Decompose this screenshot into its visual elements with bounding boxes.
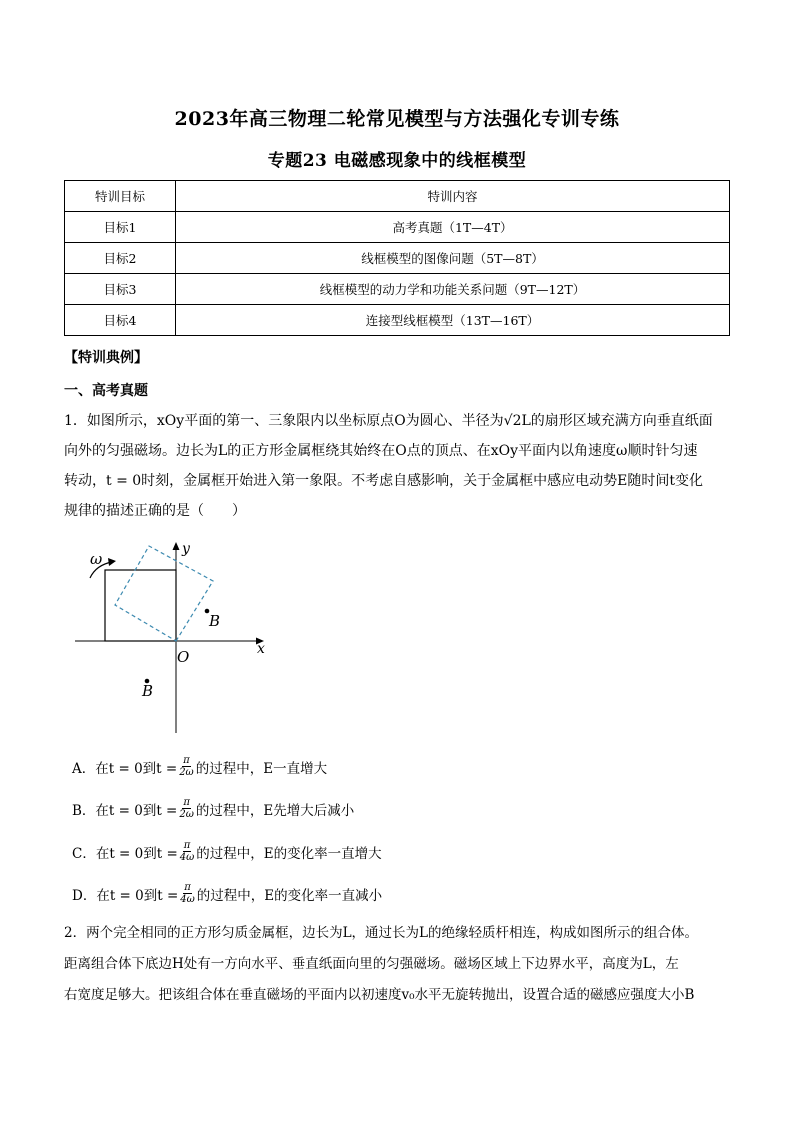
x-axis-label: x — [257, 641, 265, 657]
option-a[interactable] — [72, 755, 327, 778]
table-cell-goal: 目标1 — [65, 212, 176, 243]
table-row — [65, 212, 730, 243]
topic-subtitle: 专题23 电磁感现象中的线框模型 — [267, 151, 527, 171]
option-d-fraction — [180, 882, 195, 905]
table-cell-goal: 目标3 — [65, 274, 176, 305]
rotation-arrowhead-icon — [108, 558, 116, 566]
q1-figure — [70, 538, 280, 738]
y-axis-arrow-icon — [173, 542, 180, 550]
q1-line-1: 1．如图所示，xOy平面的第一、三象限内以坐标原点O为圆心、半径为√2L的扇形区域充满方向垂直纸面 — [64, 413, 713, 429]
fraction-num: π — [183, 755, 190, 766]
origin-label: O — [177, 648, 190, 666]
option-b-suffix: 的过程中，E先增大后减小 — [195, 802, 355, 819]
rotated-frame-dashed — [115, 546, 213, 641]
document-title: 2023年高三物理二轮常见模型与方法强化专训专练 — [174, 108, 620, 130]
option-b-prefix: B．在t = 0到t = — [72, 802, 178, 819]
option-d[interactable] — [72, 882, 382, 905]
option-c-fraction — [180, 840, 195, 863]
table-cell-goal: 目标4 — [65, 305, 176, 336]
table-row — [65, 305, 730, 336]
table-cell-goal: 目标2 — [65, 243, 176, 274]
option-c-prefix: C．在t = 0到t = — [72, 845, 178, 862]
field-label-b1: B — [209, 612, 221, 630]
q2-line-3: 右宽度足够大。把该组合体在垂直磁场的平面内以初速度v₀水平无旋转抛出，设置合适的磁感应强度大小B — [64, 987, 695, 1003]
table-row — [65, 243, 730, 274]
option-c[interactable] — [72, 840, 382, 863]
table-header-row — [65, 181, 730, 212]
q1-line-4: 规律的描述正确的是（ ） — [64, 503, 246, 519]
option-a-prefix: A．在t = 0到t = — [72, 760, 178, 777]
option-a-fraction — [179, 755, 194, 778]
example-heading: 【特训典例】 — [64, 350, 148, 366]
table-cell-content: 线框模型的动力学和功能关系问题（9T—12T） — [176, 274, 730, 305]
y-axis-label: y — [182, 541, 190, 557]
q2-text — [64, 918, 744, 1011]
fraction-num: π — [183, 840, 191, 851]
table-header-goal: 特训目标 — [65, 181, 176, 212]
option-a-suffix: 的过程中，E一直增大 — [195, 760, 328, 777]
q1-text — [64, 406, 744, 526]
fraction-num: π — [184, 882, 191, 893]
fraction-den: 4ω — [179, 852, 195, 863]
option-b[interactable] — [72, 797, 354, 820]
fraction-den: 2ω — [179, 809, 194, 820]
table-row — [65, 274, 730, 305]
goals-table — [64, 180, 730, 336]
fraction-den: 2ω — [179, 767, 194, 778]
option-b-fraction — [179, 797, 194, 820]
q1-line-2: 向外的匀强磁场。边长为L的正方形金属框绕其始终在O点的顶点、在xOy平面内以角速度ω顺时针匀速 — [64, 443, 698, 459]
q2-line-2: 距离组合体下底边H处有一方向水平、垂直纸面向里的匀强磁场。磁场区域上下边界水平，高度为L，左 — [64, 956, 679, 972]
table-cell-content: 连接型线框模型（13T—16T） — [176, 305, 730, 336]
part-heading: 一、高考真题 — [64, 383, 148, 399]
option-d-prefix: D．在t = 0到t = — [72, 887, 179, 904]
fraction-num: π — [183, 797, 190, 808]
option-d-suffix: 的过程中，E的变化率一直减小 — [196, 887, 383, 904]
table-cell-content: 高考真题（1T—4T） — [176, 212, 730, 243]
q2-line-1: 2．两个完全相同的正方形匀质金属框，边长为L，通过长为L的绝缘轻质杆相连，构成如图所示的组合体。 — [64, 925, 699, 941]
fraction-den: 4ω — [180, 894, 195, 905]
table-cell-content: 线框模型的图像问题（5T—8T） — [176, 243, 730, 274]
q1-line-3: 转动，t = 0时刻，金属框开始进入第一象限。不考虑自感影响，关于金属框中感应电动势E随时间t变化 — [64, 473, 704, 489]
option-c-suffix: 的过程中，E的变化率一直增大 — [196, 845, 382, 862]
table-header-content: 特训内容 — [176, 181, 730, 212]
omega-label: ω — [90, 550, 103, 568]
field-label-b2: B — [142, 682, 154, 700]
